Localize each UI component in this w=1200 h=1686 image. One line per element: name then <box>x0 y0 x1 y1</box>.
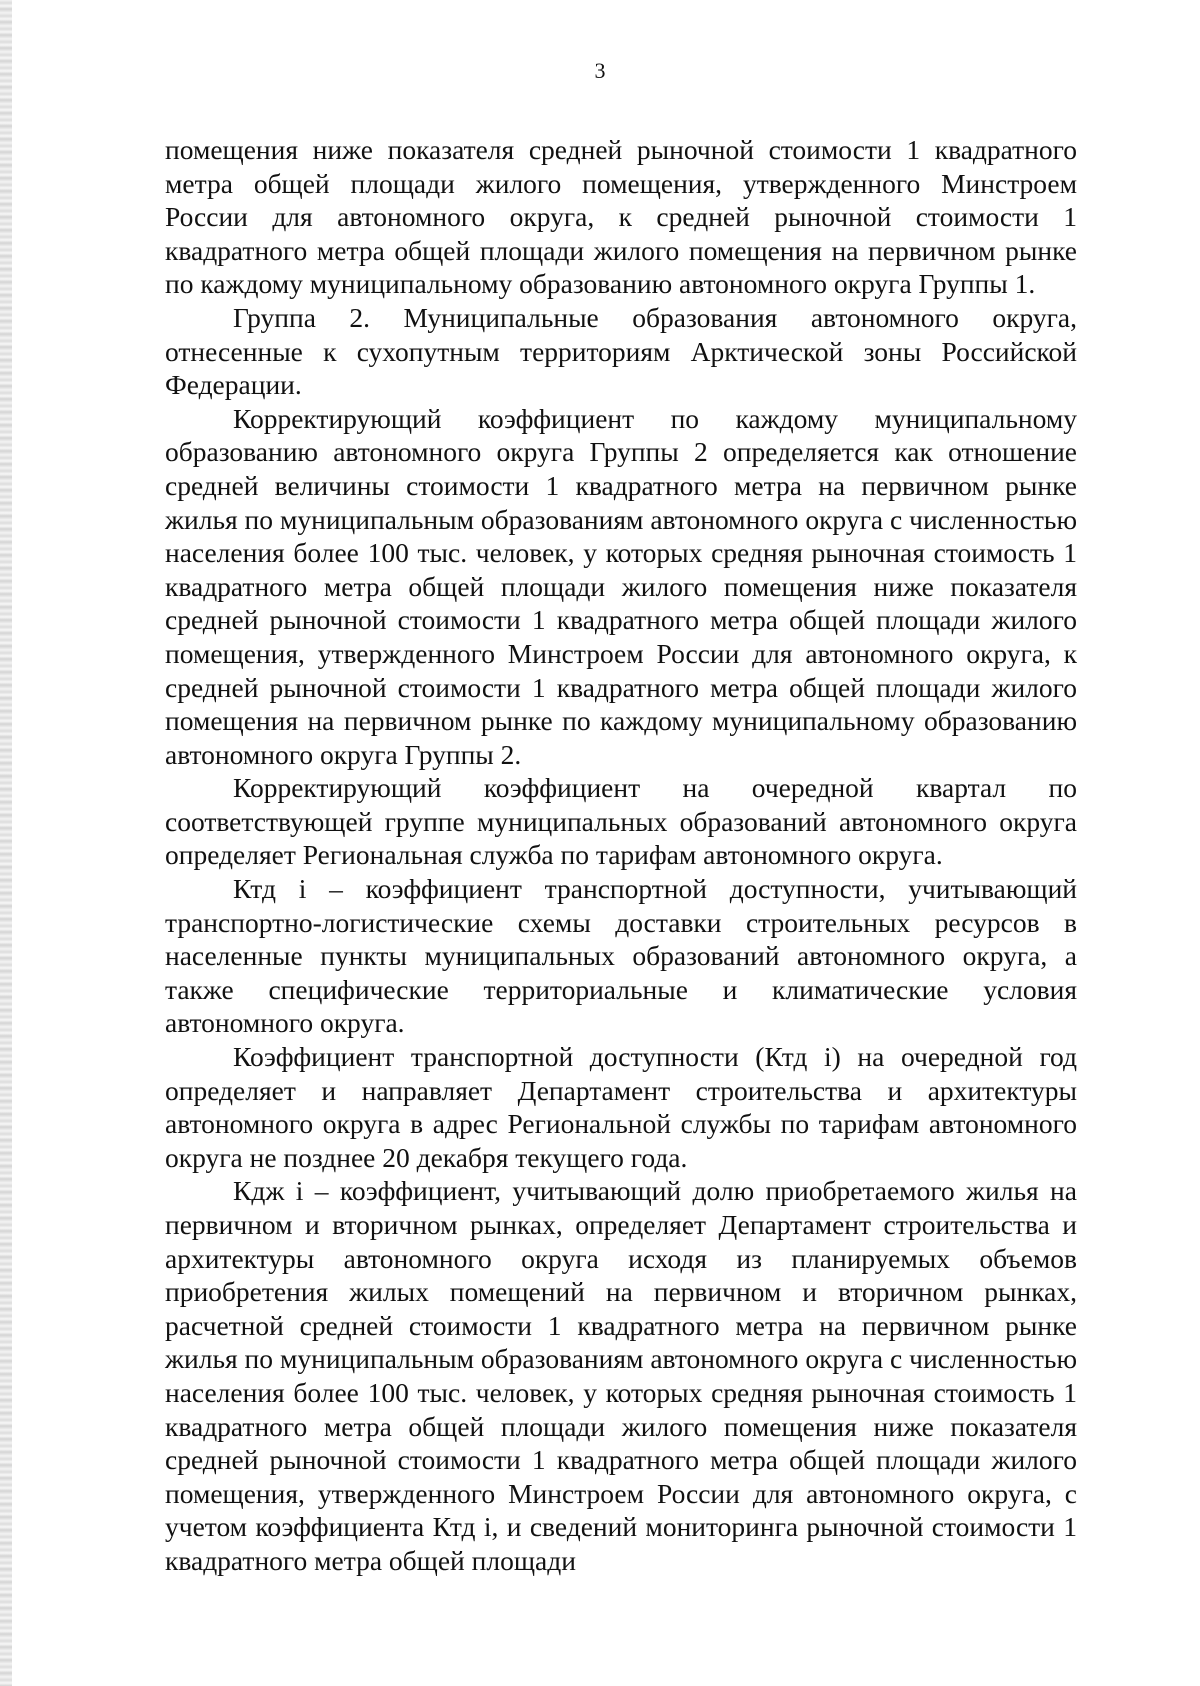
paragraph-group-2: Группа 2. Муниципальные образования автономного округа, отнесенные к сухопутным территориям Арктической зоны Российской Федерации. <box>165 301 1077 401</box>
paragraph-correction-coefficient-group-2: Корректирующий коэффициент по каждому муниципальному образованию автономного округа Группы 2 определяется как отношение средней величины стоимости 1 квадратного метра на первичном рынке жилья по муниципальным образованиям автономного округа с численностью населения более 100 тыс. человек, у которых средняя рыночная стоимость 1 квадратного метра общей площади жилого помещения ниже показателя средней рыночной стоимости 1 квадратного метра общей площади жилого помещения, утвержденного Минстроем России для автономного округа, к средней рыночной стоимости 1 квадратного метра общей площади жилого помещения на первичном рынке по каждому муниципальному образованию автономного округа Группы 2. <box>165 402 1077 770</box>
scan-edge-artifact <box>0 0 12 1686</box>
document-body <box>165 133 1077 1578</box>
paragraph-transport-coefficient: Ктд i – коэффициент транспортной доступности, учитывающий транспортно-логистические схемы доставки строительных ресурсов в населенные пункты муниципальных образований автономного округа, а также специфические территориальные и климатические условия автономного округа. <box>165 873 1077 1039</box>
page-number: 3 <box>594 58 606 83</box>
paragraph-housing-share-coefficient: Кдж i – коэффициент, учитывающий долю приобретаемого жилья на первичном и вторичном рынках, определяет Департамент строительства и архитектуры автономного округа исходя из планируемых объемов приобретения жилых помещений на первичном и вторичном рынках, расчетной средней стоимости 1 квадратного метра на первичном рынке жилья по муниципальным образованиям автономного округа с численностью населения более 100 тыс. человек, у которых средняя рыночная стоимость 1 квадратного метра общей площади жилого помещения ниже показателя средней рыночной стоимости 1 квадратного метра общей площади жилого помещения, утвержденного Минстроем России для автономного округа, с учетом коэффициента Ктд i, и сведений мониторинга рыночной стоимости 1 квадратного метра общей площади <box>165 1175 1077 1576</box>
paragraph-continuation: помещения ниже показателя средней рыночной стоимости 1 квадратного метра общей площади жилого помещения, утвержденного Минстроем России для автономного округа, к средней рыночной стоимости 1 квадратного метра общей площади жилого помещения на первичном рынке по каждому муниципальному образованию автономного округа Группы 1. <box>165 134 1077 300</box>
paragraph-quarterly-coefficient: Корректирующий коэффициент на очередной квартал по соответствующей группе муниципальных образований автономного округа определяет Региональная служба по тарифам автономного округа. <box>165 772 1077 871</box>
paragraph-transport-coefficient-deadline: Коэффициент транспортной доступности (Ктд i) на очередной год определяет и направляет Департамент строительства и архитектуры автономного округа в адрес Региональной службы по тарифам автономного округа не позднее 20 декабря текущего года. <box>165 1041 1077 1173</box>
